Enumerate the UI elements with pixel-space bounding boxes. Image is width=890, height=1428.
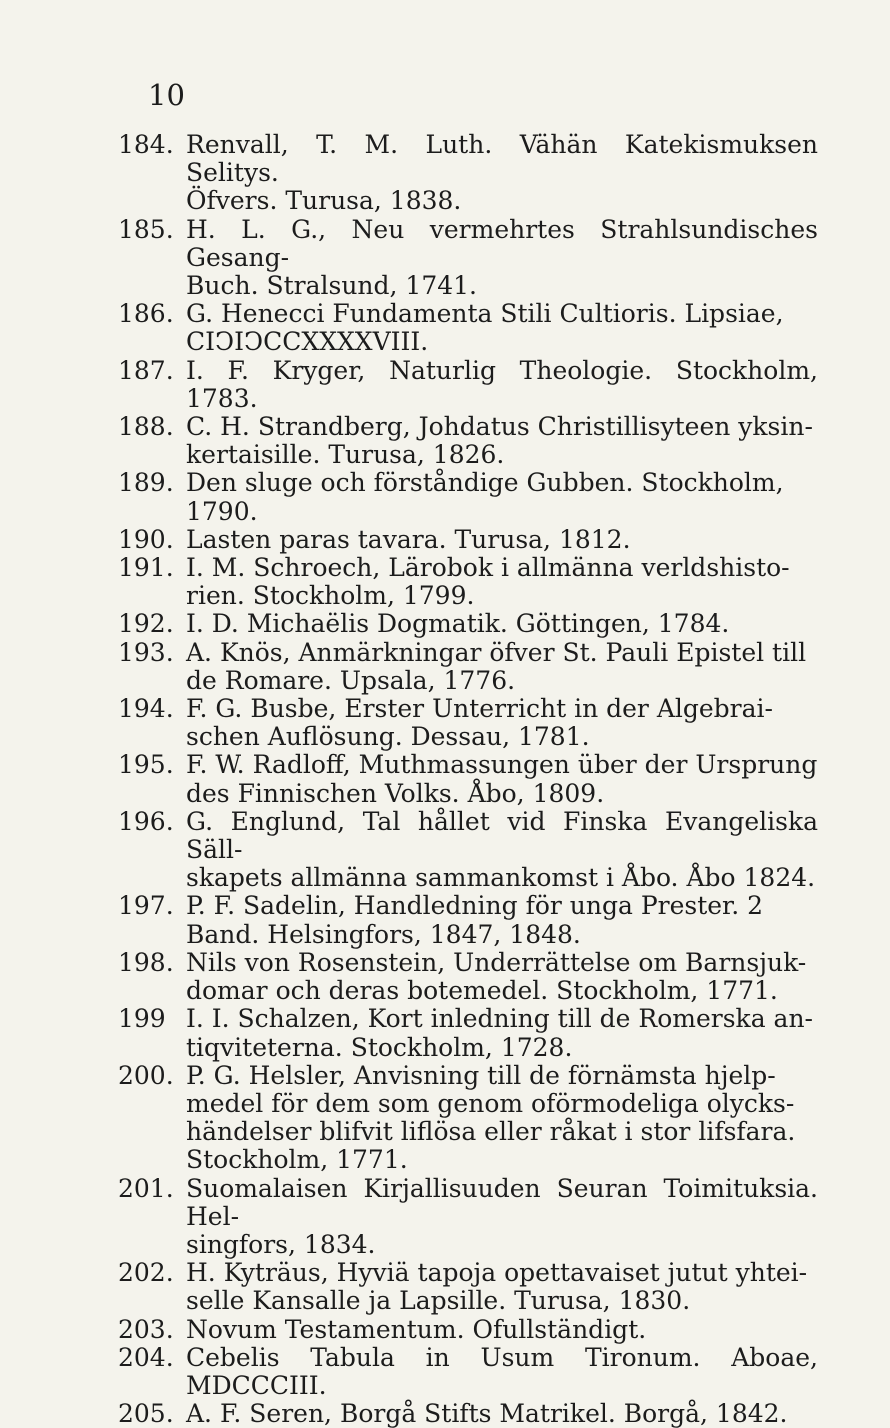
entry-number: 197. bbox=[118, 891, 174, 921]
entry-number: 191. bbox=[118, 553, 174, 583]
list-item bbox=[118, 469, 818, 525]
list-item bbox=[118, 131, 818, 216]
list-item bbox=[118, 1175, 818, 1260]
entry-number: 186. bbox=[118, 299, 174, 329]
list-item bbox=[118, 1400, 818, 1428]
entry-number: 201. bbox=[118, 1173, 174, 1203]
entry-text: I. M. Schroech, Lärobok i allmänna verldshisto- rien. Stockholm, 1799. bbox=[186, 553, 790, 611]
list-item bbox=[118, 300, 818, 356]
entry-number: 190. bbox=[118, 524, 174, 554]
entry-number: 205. bbox=[118, 1399, 174, 1428]
list-item bbox=[118, 695, 818, 751]
list-item bbox=[118, 949, 818, 1005]
entry-text: Suomalaisen Kirjallisuuden Seuran Toimituksia. Hel- singfors, 1834. bbox=[186, 1173, 818, 1259]
entry-text: A. F. Seren, Borgå Stifts Matrikel. Borgå, 1842. bbox=[186, 1399, 788, 1428]
entry-text: Nils von Rosenstein, Underrättelse om Barnsjuk- domar och deras botemedel. Stockholm, 1771. bbox=[186, 947, 807, 1006]
entry-number: 185. bbox=[118, 214, 174, 244]
entry-text: G. Englund, Tal hållet vid Finska Evangeliska Säll- skapets allmänna sammankomst i Åbo. Åbo 1824. bbox=[186, 806, 818, 893]
list-item bbox=[118, 751, 818, 807]
entry-number: 202. bbox=[118, 1258, 174, 1288]
list-item bbox=[118, 413, 818, 469]
entry-text: I. F. Kryger, Naturlig Theologie. Stockholm, 1783. bbox=[186, 355, 818, 413]
entry-text: H. L. G., Neu vermehrtes Strahlsundisches Gesang- Buch. Stralsund, 1741. bbox=[186, 214, 818, 301]
entry-text: C. H. Strandberg, Johdatus Christillisyteen yksin- kertaisille. Turusa, 1826. bbox=[186, 412, 813, 470]
entry-text: A. Knös, Anmärkningar öfver St. Pauli Epistel till de Romare. Upsala, 1776. bbox=[186, 637, 807, 695]
list-item bbox=[118, 892, 818, 948]
entry-text: I. D. Michaëlis Dogmatik. Göttingen, 1784. bbox=[186, 609, 730, 639]
entry-number: 187. bbox=[118, 355, 174, 385]
entry-number: 200. bbox=[118, 1060, 174, 1090]
entry-number: 199 bbox=[118, 1004, 166, 1034]
entry-text: Novum Testamentum. Ofullständigt. bbox=[186, 1314, 647, 1344]
entry-text: Lasten paras tavara. Turusa, 1812. bbox=[186, 524, 631, 554]
entry-number: 194. bbox=[118, 694, 174, 724]
entry-text: Cebelis Tabula in Usum Tironum. Aboae, MDCCCIII. bbox=[186, 1342, 818, 1400]
entry-number: 189. bbox=[118, 468, 174, 498]
entry-number: 192. bbox=[118, 609, 174, 639]
entry-text: G. Henecci Fundamenta Stili Cultioris. Lipsiae, CIↃIↃCCXXXXVIII. bbox=[186, 299, 784, 357]
entry-number: 198. bbox=[118, 947, 174, 977]
list-item bbox=[118, 554, 818, 610]
list-item bbox=[118, 526, 818, 554]
entry-text: Renvall, T. M. Luth. Vähän Katekismuksen Selitys. Öfvers. Turusa, 1838. bbox=[186, 130, 818, 216]
list-item bbox=[118, 1005, 818, 1061]
entry-number: 184. bbox=[118, 130, 174, 159]
list-item bbox=[118, 610, 818, 638]
entry-number: 188. bbox=[118, 412, 174, 442]
list-item bbox=[118, 639, 818, 695]
entry-text: P. G. Helsler, Anvisning till de förnämsta hjelp- medel för dem som genom oförmodeliga olycks- händelser blifvit liflösa eller råkat i stor lifsfara. Stockholm, 1771. bbox=[186, 1060, 796, 1175]
entry-text: H. Kyträus, Hyviä tapoja opettavaiset jutut yhtei- selle Kansalle ja Lapsille. Turusa, 1830. bbox=[186, 1258, 808, 1316]
entry-text: I. I. Schalzen, Kort inledning till de Romerska an- tiqviteterna. Stockholm, 1728. bbox=[186, 1004, 814, 1062]
list-item bbox=[118, 1316, 818, 1344]
entry-number: 193. bbox=[118, 637, 174, 667]
entry-number: 204. bbox=[118, 1342, 174, 1372]
list-item bbox=[118, 1259, 818, 1315]
list-item bbox=[118, 1062, 818, 1175]
entry-number: 203. bbox=[118, 1314, 174, 1344]
entry-number: 195. bbox=[118, 750, 174, 780]
entry-text: P. F. Sadelin, Handledning för unga Prester. 2 Band. Helsingfors, 1847, 1848. bbox=[186, 891, 764, 949]
list-item bbox=[118, 1344, 818, 1400]
entry-text: F. G. Busbe, Erster Unterricht in der Algebrai- schen Auflösung. Dessau, 1781. bbox=[186, 694, 773, 752]
list-item bbox=[118, 357, 818, 413]
list-item bbox=[118, 808, 818, 893]
page-number: 10 bbox=[148, 78, 185, 112]
entry-text: Den sluge och förståndige Gubben. Stockholm, 1790. bbox=[186, 468, 784, 526]
bibliography-list bbox=[118, 131, 818, 1428]
list-item bbox=[118, 216, 818, 301]
entry-text: F. W. Radloff, Muthmassungen über der Ursprung des Finnischen Volks. Åbo, 1809. bbox=[186, 750, 818, 808]
entry-number: 196. bbox=[118, 806, 174, 836]
